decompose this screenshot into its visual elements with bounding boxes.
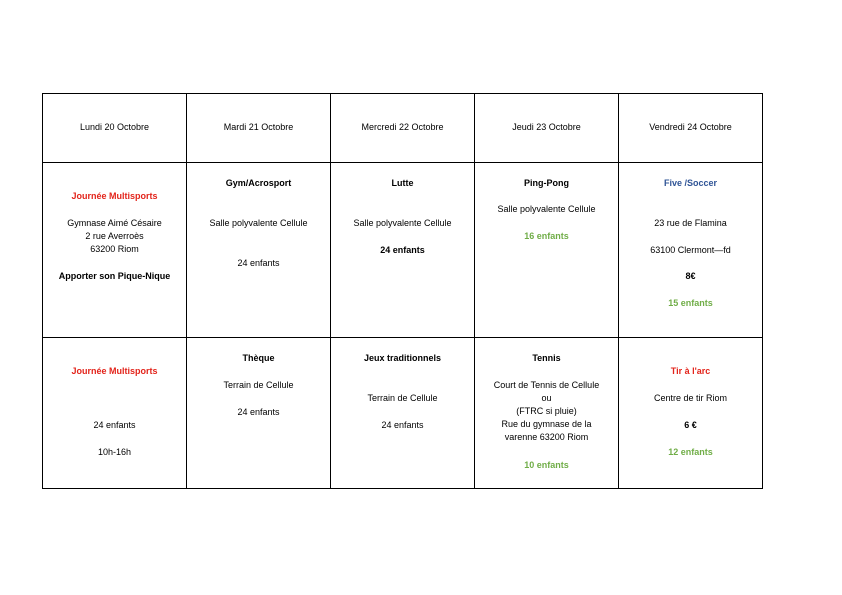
header-row <box>43 94 763 163</box>
activity-title: Lutte <box>391 178 414 188</box>
venue-name: Gymnase Aimé Césaire <box>67 218 162 228</box>
venue-name: Salle polyvalente Cellule <box>353 218 452 228</box>
activity-title: Tir à l'arc <box>670 366 711 376</box>
cell-row2-monday <box>43 338 187 489</box>
activity-title: Journée Multisports <box>71 366 158 376</box>
venue-city: 63100 Clermont—fd <box>650 245 731 255</box>
cell-row1-thursday <box>475 163 619 338</box>
children-count: 24 enfants <box>381 420 424 430</box>
venue-name: Terrain de Cellule <box>223 380 294 390</box>
children-count: 10 enfants <box>524 460 569 470</box>
venue-name: Salle polyvalente Cellule <box>209 218 308 228</box>
children-count: 24 enfants <box>237 258 280 268</box>
cell-row2-friday <box>619 338 763 489</box>
venue-line: Court de Tennis de Cellule <box>493 380 600 390</box>
activity-title: Gym/Acrosport <box>225 178 292 188</box>
day-header-tuesday: Mardi 21 Octobre <box>187 94 331 163</box>
week-row-1 <box>43 163 763 338</box>
week-schedule-table <box>42 93 763 489</box>
price: 8€ <box>685 271 696 281</box>
venue-name: Terrain de Cellule <box>367 393 438 403</box>
children-count: 24 enfants <box>93 420 136 430</box>
activity-title: Journée Multisports <box>71 191 158 201</box>
activity-title: Ping-Pong <box>524 178 569 188</box>
venue-line: ou <box>541 393 552 403</box>
activity-note: Apporter son Pique-Nique <box>58 271 171 281</box>
activity-title: Five /Soccer <box>663 178 718 188</box>
cell-row2-tuesday <box>187 338 331 489</box>
activity-title: Tennis <box>532 353 561 363</box>
children-count: 15 enfants <box>668 298 713 308</box>
venue-name: Centre de tir Riom <box>653 393 728 403</box>
activity-title: Thèque <box>242 353 275 363</box>
venue-line: varenne 63200 Riom <box>504 432 589 442</box>
cell-row2-thursday <box>475 338 619 489</box>
price: 6 € <box>684 420 697 430</box>
cell-row1-wednesday <box>331 163 475 338</box>
cell-row2-wednesday <box>331 338 475 489</box>
venue-line: (FTRC si pluie) <box>516 406 577 416</box>
venue-line: Rue du gymnase de la <box>501 419 592 429</box>
cell-row1-friday <box>619 163 763 338</box>
day-header-thursday: Jeudi 23 Octobre <box>475 94 619 163</box>
children-count: 12 enfants <box>668 447 713 457</box>
cell-row1-monday <box>43 163 187 338</box>
children-count: 24 enfants <box>380 245 425 255</box>
children-count: 16 enfants <box>524 231 569 241</box>
venue-street: 23 rue de Flamina <box>654 218 727 228</box>
day-header-friday: Vendredi 24 Octobre <box>619 94 763 163</box>
children-count: 24 enfants <box>237 407 280 417</box>
activity-hours: 10h-16h <box>97 447 132 457</box>
day-header-wednesday: Mercredi 22 Octobre <box>331 94 475 163</box>
day-header-monday: Lundi 20 Octobre <box>43 94 187 163</box>
cell-row1-tuesday <box>187 163 331 338</box>
venue-street: 2 rue Averroès <box>85 231 144 241</box>
venue-city: 63200 Riom <box>90 244 139 254</box>
activity-title: Jeux traditionnels <box>363 353 442 363</box>
week-row-2 <box>43 338 763 489</box>
venue-name: Salle polyvalente Cellule <box>497 204 596 214</box>
